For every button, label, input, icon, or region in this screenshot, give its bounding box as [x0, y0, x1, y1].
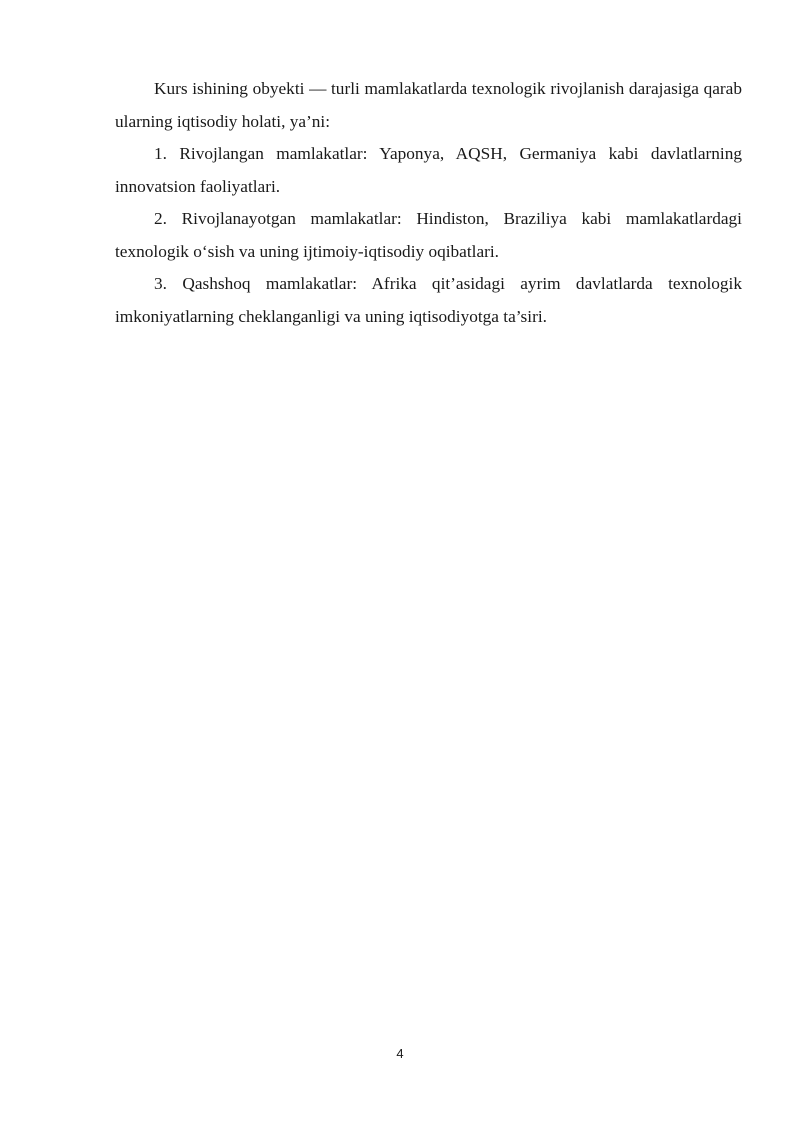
list-item-developed-countries: 1. Rivojlangan mamlakatlar: Yaponya, AQSH, Germaniya kabi davlatlarning innovatsion faoliyatlari.: [115, 144, 742, 196]
body-text: [115, 73, 742, 333]
list-item-poor-countries: 3. Qashshoq mamlakatlar: Afrika qit’asidagi ayrim davlatlarda texnologik imkoniyatlarning cheklanganligi va uning iqtisodiyotga ta’siri.: [115, 274, 742, 326]
page-number: 4: [396, 1046, 404, 1061]
list-item-developing-countries: 2. Rivojlanayotgan mamlakatlar: Hindiston, Braziliya kabi mamlakatlardagi texnologik o‘sish va uning ijtimoiy-iqtisodiy oqibatlari.: [115, 209, 742, 261]
intro-paragraph: Kurs ishining obyekti — turli mamlakatlarda texnologik rivojlanish darajasiga qarab ularning iqtisodiy holati, ya’ni:: [115, 79, 742, 131]
